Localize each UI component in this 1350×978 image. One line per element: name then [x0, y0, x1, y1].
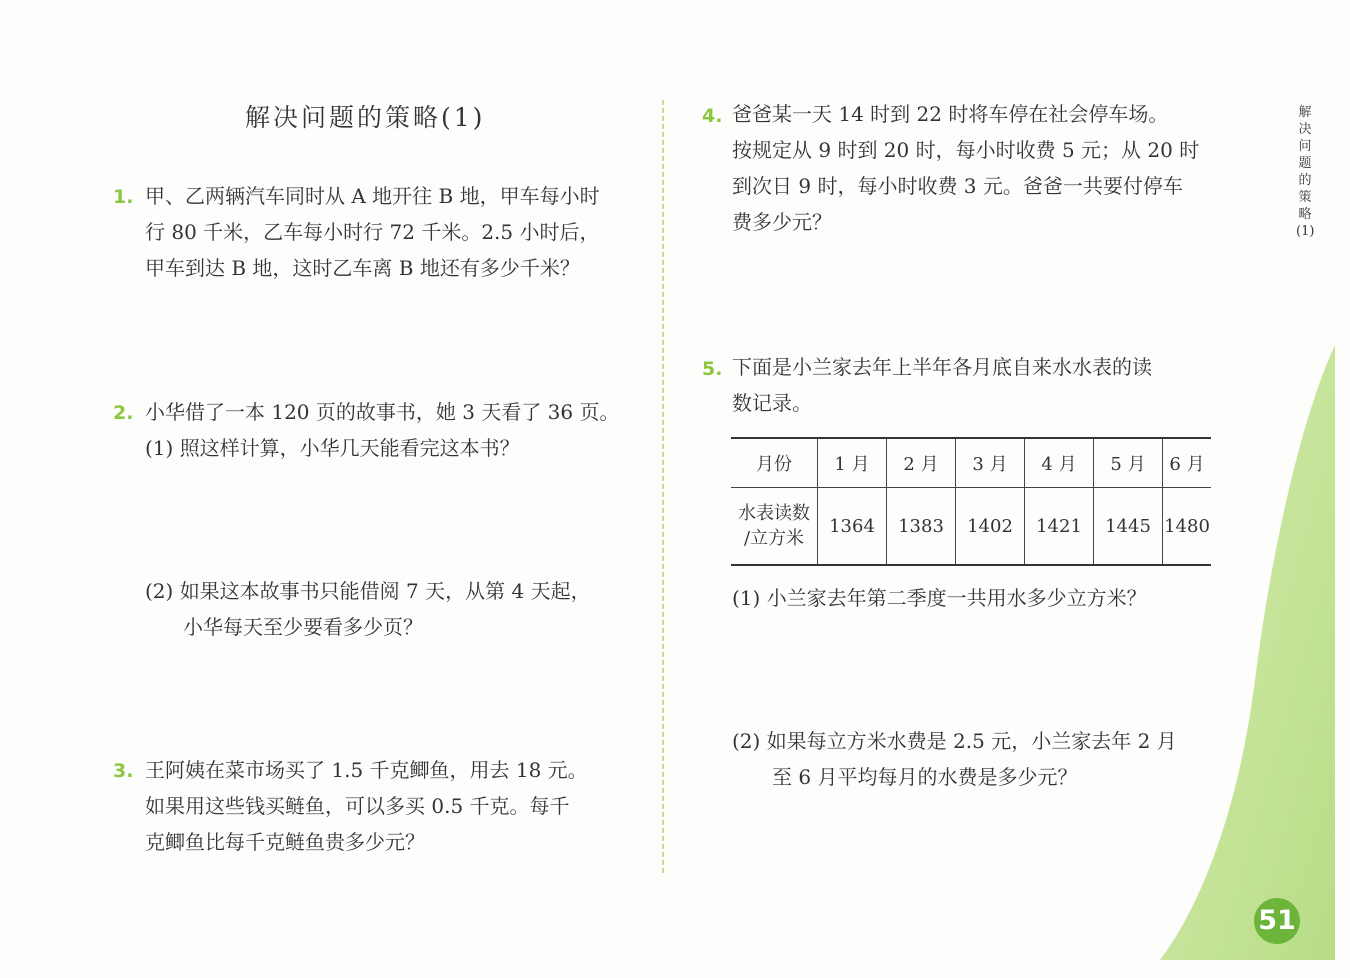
q3-line-3: 克鲫鱼比每千克鲢鱼贵多少元？ [145, 830, 425, 854]
q1-line-3: 甲车到达 B 地，这时乙车离 B 地还有多少千米？ [145, 256, 580, 280]
question-3-text [145, 752, 588, 860]
q5-sub1: (1) 小兰家去年第二季度一共用水多少立方米？ [732, 586, 1147, 610]
month-cell: 1 月 [818, 438, 887, 488]
q5-sub2-line-2: 至 6 月平均每月的水费是多少元？ [772, 765, 1078, 789]
reading-cell: 1445 [1094, 488, 1163, 566]
row-label-line-2: /立方米 [743, 528, 805, 549]
question-1-number: 1. [113, 186, 134, 208]
question-4-number: 4. [702, 105, 723, 127]
reading-cell: 1364 [818, 488, 887, 566]
question-2-number: 2. [113, 402, 134, 424]
q4-line-1: 爸爸某一天 14 时到 22 时将车停在社会停车场。 [732, 102, 1169, 126]
reading-cell: 1383 [887, 488, 956, 566]
month-cell: 3 月 [956, 438, 1025, 488]
question-2-sub2 [145, 573, 591, 645]
table-header-row [731, 438, 1211, 488]
q3-line-1: 王阿姨在菜市场买了 1.5 千克鲫鱼，用去 18 元。 [145, 758, 588, 782]
page-title: 解决问题的策略(1) [245, 103, 486, 132]
table-reading-row [731, 488, 1211, 566]
q4-line-2: 按规定从 9 时到 20 时，每小时收费 5 元；从 20 时 [732, 138, 1200, 162]
q3-line-2: 如果用这些钱买鲢鱼，可以多买 0.5 千克。每千 [145, 794, 570, 818]
reading-cell: 1402 [956, 488, 1025, 566]
question-5-number: 5. [702, 358, 723, 380]
q2-line-1: 小华借了一本 120 页的故事书，她 3 天看了 36 页。 [145, 400, 620, 424]
q4-line-4: 费多少元？ [732, 210, 832, 234]
q5-sub2-line-1: (2) 如果每立方米水费是 2.5 元，小兰家去年 2 月 [732, 729, 1177, 753]
q2-sub2-line-2: 小华每天至少要看多少页？ [183, 615, 423, 639]
reading-cell: 1421 [1025, 488, 1094, 566]
q2-sub1: (1) 照这样计算，小华几天能看完这本书？ [145, 436, 520, 460]
question-5-text [732, 349, 1152, 421]
question-4-text [732, 96, 1199, 240]
q4-line-3: 到次日 9 时，每小时收费 3 元。爸爸一共要付停车 [732, 174, 1183, 198]
question-2-text [145, 394, 620, 466]
month-cell: 6 月 [1163, 438, 1212, 488]
row-label-cell [731, 488, 818, 566]
q1-line-1: 甲、乙两辆汽车同时从 A 地开往 B 地，甲车每小时 [145, 184, 600, 208]
reading-cell: 1480 [1163, 488, 1212, 566]
month-cell: 2 月 [887, 438, 956, 488]
page-number-badge: 51 [1254, 898, 1300, 944]
row-label-line-1: 水表读数 [738, 503, 810, 524]
month-cell: 5 月 [1094, 438, 1163, 488]
q2-sub2-line-1: (2) 如果这本故事书只能借阅 7 天，从第 4 天起， [145, 579, 591, 603]
month-cell: 4 月 [1025, 438, 1094, 488]
question-1-text [145, 178, 600, 286]
q5-line-1: 下面是小兰家去年上半年各月底自来水水表的读 [732, 355, 1152, 379]
water-meter-table [731, 437, 1211, 566]
column-divider [660, 100, 666, 875]
header-label-cell: 月份 [731, 438, 818, 488]
q1-line-2: 行 80 千米，乙车每小时行 72 千米。2.5 小时后， [145, 220, 600, 244]
q5-line-2: 数记录。 [732, 391, 812, 415]
sidebar-section-title: 解决问题的策略(1) [1296, 105, 1315, 239]
q5-sub2 [732, 723, 1177, 795]
question-3-number: 3. [113, 760, 134, 782]
